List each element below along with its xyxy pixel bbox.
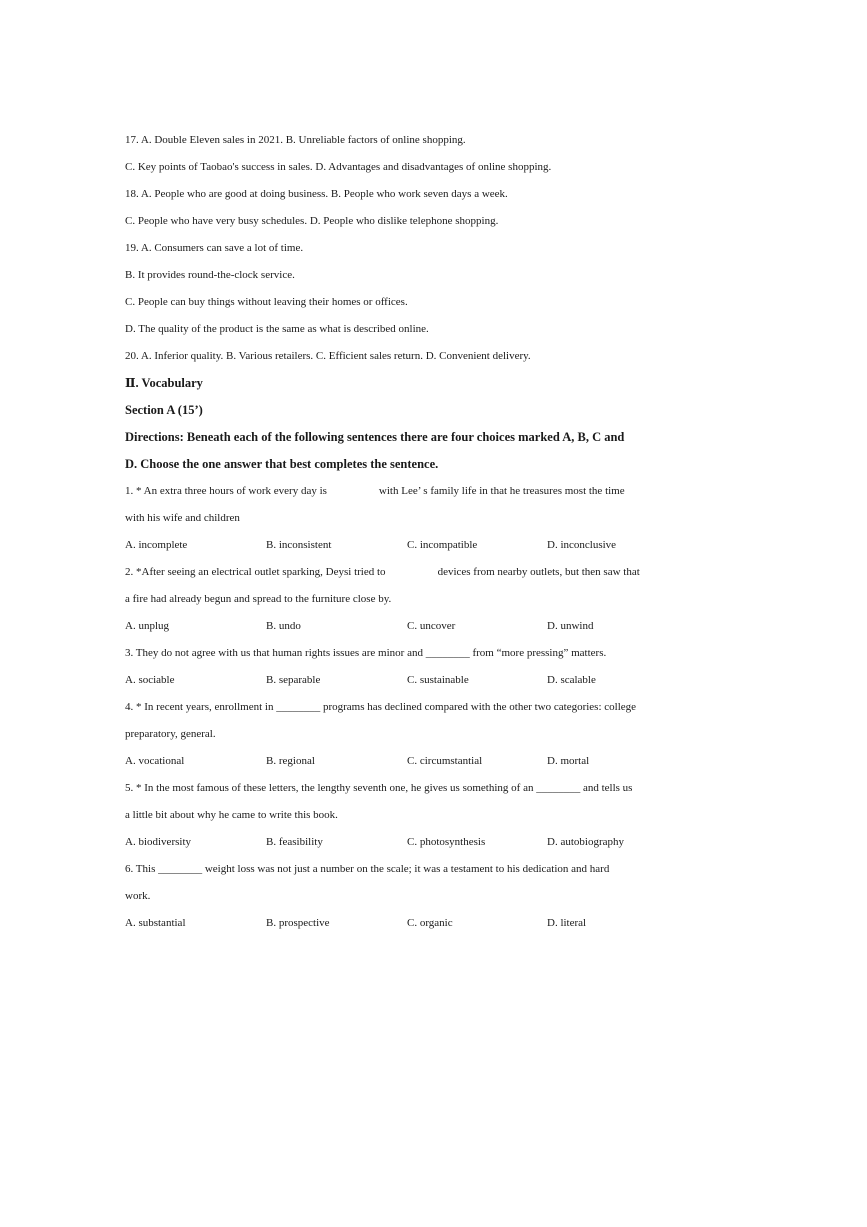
option-c: C. organic bbox=[407, 917, 453, 929]
option-c: C. uncover bbox=[407, 620, 456, 632]
option-c: C. incompatible bbox=[407, 539, 478, 551]
question-6-stem-line-2: work. bbox=[125, 890, 151, 902]
listening-item-19-option-a: 19. A. Consumers can save a lot of time. bbox=[125, 242, 304, 254]
listening-item-19-option-d: D. The quality of the product is the same as what is described online. bbox=[125, 323, 429, 335]
listening-item-17-line-2: C. Key points of Taobao's success in sales. D. Advantages and disadvantages of online shopping. bbox=[125, 161, 552, 173]
option-b: B. feasibility bbox=[266, 836, 323, 848]
option-b: B. undo bbox=[266, 620, 301, 632]
section-title: Section A (15’) bbox=[125, 403, 203, 417]
part-title: Ⅱ. Vocabulary bbox=[125, 376, 203, 390]
option-c: C. sustainable bbox=[407, 674, 469, 686]
option-a: A. vocational bbox=[125, 755, 185, 767]
option-a: A. biodiversity bbox=[125, 836, 191, 848]
question-2-stem bbox=[125, 565, 715, 579]
listening-item-18-line-1: 18. A. People who are good at doing business. B. People who work seven days a week. bbox=[125, 188, 508, 200]
listening-item-19-option-b: B. It provides round-the-clock service. bbox=[125, 269, 295, 281]
question-1-stem-end: with Lee’ s family life in that he treasures most the time bbox=[378, 485, 625, 497]
question-5-stem: 5. * In the most famous of these letters, the lengthy seventh one, he gives us something of an ________ and tells us bbox=[125, 782, 633, 794]
option-b: B. regional bbox=[266, 755, 315, 767]
option-c: C. circumstantial bbox=[407, 755, 483, 767]
option-d: D. scalable bbox=[547, 674, 596, 686]
option-a: A. incomplete bbox=[125, 539, 188, 551]
question-3-stem: 3. They do not agree with us that human rights issues are minor and ________ from “more pressing” matters. bbox=[125, 647, 607, 659]
option-d: D. autobiography bbox=[547, 836, 624, 848]
question-1-stem-line-2: with his wife and children bbox=[125, 512, 240, 524]
listening-item-19-option-c: C. People can buy things without leaving their homes or offices. bbox=[125, 296, 408, 308]
question-1-options bbox=[125, 538, 725, 552]
question-1-stem bbox=[125, 484, 715, 498]
listening-item-17-line-1: 17. A. Double Eleven sales in 2021. B. Unreliable factors of online shopping. bbox=[125, 134, 466, 146]
question-2-stem-end: devices from nearby outlets, but then saw that bbox=[437, 566, 640, 578]
listening-item-20: 20. A. Inferior quality. B. Various retailers. C. Efficient sales return. D. Convenient delivery. bbox=[125, 350, 531, 362]
option-b: B. prospective bbox=[266, 917, 330, 929]
question-4-stem-line-2: preparatory, general. bbox=[125, 728, 216, 740]
option-b: B. separable bbox=[266, 674, 321, 686]
question-6-options bbox=[125, 916, 725, 930]
option-d: D. mortal bbox=[547, 755, 590, 767]
option-d: D. inconclusive bbox=[547, 539, 617, 551]
question-3-options bbox=[125, 673, 725, 687]
question-4-stem: 4. * In recent years, enrollment in ________ programs has declined compared with the other two categories: college bbox=[125, 701, 637, 713]
option-a: A. unplug bbox=[125, 620, 169, 632]
question-2-stem-start: 2. *After seeing an electrical outlet sparking, Deysi tried to bbox=[125, 566, 386, 578]
question-6-stem: 6. This ________ weight loss was not just a number on the scale; it was a testament to his dedication and hard bbox=[125, 863, 610, 875]
option-d: D. literal bbox=[547, 917, 587, 929]
directions-line-2: D. Choose the one answer that best completes the sentence. bbox=[125, 457, 439, 471]
option-d: D. unwind bbox=[547, 620, 594, 632]
option-a: A. sociable bbox=[125, 674, 175, 686]
directions-line-1: Directions: Beneath each of the following sentences there are four choices marked A, B, C and bbox=[125, 430, 625, 444]
option-c: C. photosynthesis bbox=[407, 836, 486, 848]
question-2-options bbox=[125, 619, 725, 633]
option-b: B. inconsistent bbox=[266, 539, 332, 551]
listening-item-18-line-2: C. People who have very busy schedules. D. People who dislike telephone shopping. bbox=[125, 215, 499, 227]
question-4-options bbox=[125, 754, 725, 768]
option-a: A. substantial bbox=[125, 917, 186, 929]
question-5-options bbox=[125, 835, 725, 849]
question-1-stem-start: 1. * An extra three hours of work every day is bbox=[125, 485, 327, 497]
question-2-stem-line-2: a fire had already begun and spread to the furniture close by. bbox=[125, 593, 392, 605]
question-5-stem-line-2: a little bit about why he came to write this book. bbox=[125, 809, 338, 821]
